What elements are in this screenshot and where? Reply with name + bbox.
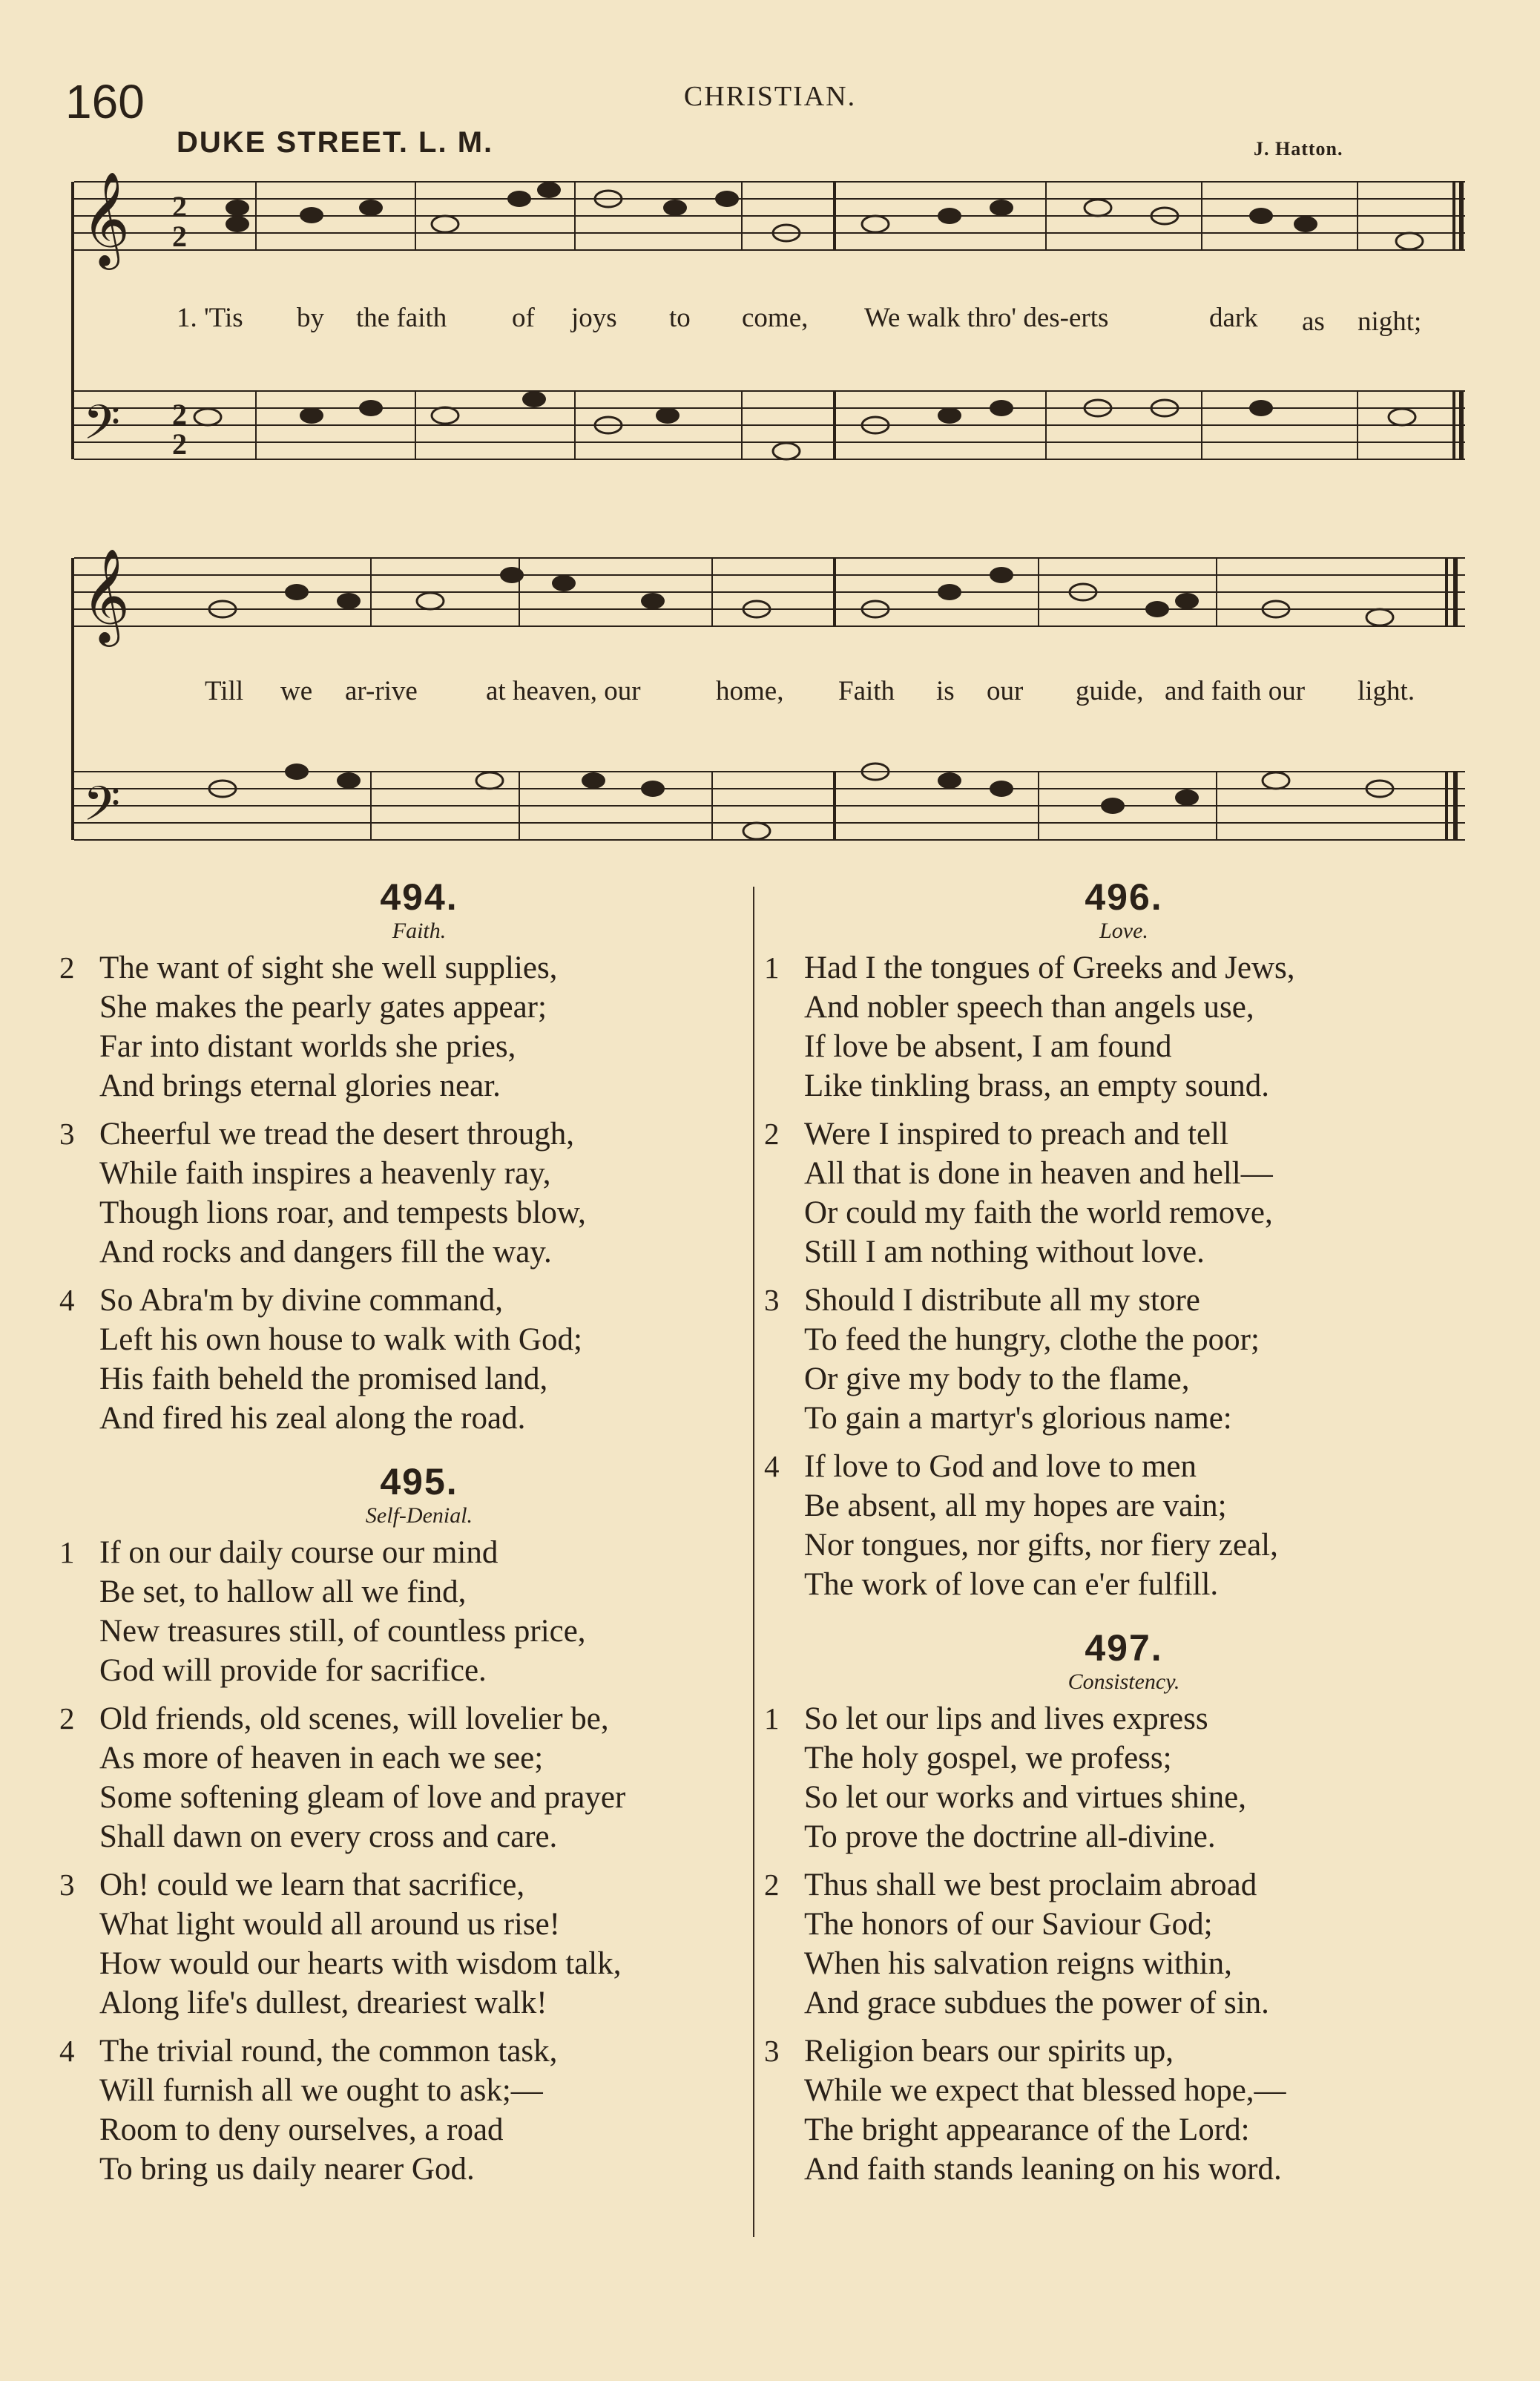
stanza-number: 3 [59,1868,75,1902]
lyric-1-1: 1. 'Tis [177,303,243,333]
lyric-2-5: home, [716,676,784,706]
stanza [52,1699,734,1856]
verse-line: If love be absent, I am found [804,1029,1172,1064]
verse-line: Far into distant worlds she pries, [99,1029,516,1064]
verse-line: Or could my faith the world remove, [804,1195,1273,1230]
verse-line: Room to deny ourselves, a road [99,2112,504,2147]
verse-line: And rocks and dangers fill the way. [99,1235,552,1270]
lyric-2-10: and faith our [1165,676,1306,706]
stanza [52,1114,734,1272]
lyric-1-10: as [1302,306,1325,337]
svg-text:2: 2 [172,427,187,461]
stanza-number: 2 [764,1117,780,1151]
verse-line: His faith beheld the promised land, [99,1362,548,1396]
hymn-title: Love. [1099,919,1148,943]
svg-text:𝄞: 𝄞 [82,548,131,643]
svg-text:2: 2 [172,220,187,253]
stanza [757,1865,1439,2023]
stanza-number: 1 [764,950,780,985]
verse-line: To bring us daily nearer God. [99,2152,475,2187]
verse-line: The holy gospel, we profess; [804,1741,1172,1776]
lyric-2-7: is [936,676,955,706]
right-column [757,876,1439,2198]
running-head: CHRISTIAN. [683,81,857,112]
verse-line: Along life's dullest, dreariest walk! [99,1986,547,2020]
verse-line: What light would all around us rise! [99,1907,560,1942]
stanza [52,1865,734,2023]
stanza-number: 4 [764,1449,780,1483]
verse-line: All that is done in heaven and hell— [804,1156,1273,1191]
verse-line: Shall dawn on every cross and care. [99,1819,558,1854]
stanza-number: 3 [764,2034,780,2068]
stanza [52,1533,734,1690]
verse-line: To prove the doctrine all-divine. [804,1819,1216,1854]
lyric-1-2: by [297,303,324,333]
verse-line: She makes the pearly gates appear; [99,990,547,1025]
lyric-1-5: joys [571,303,617,333]
verse-line: Were I inspired to preach and tell [804,1117,1229,1152]
lyric-2-4: at heaven, our [486,676,641,706]
svg-text:2: 2 [172,190,187,223]
verse-line: Still I am nothing without love. [804,1235,1205,1270]
verse-line: So let our lips and lives express [804,1701,1208,1736]
verse-line: And fired his zeal along the road. [99,1401,526,1436]
verse-line: Thus shall we best proclaim abroad [804,1868,1257,1902]
verse-line: How would our hearts with wisdom talk, [99,1946,622,1981]
verse-line: Cheerful we tread the desert through, [99,1117,574,1152]
lyric-1-6: to [669,303,691,333]
stanza [757,1281,1439,1438]
lyric-2-2: we [280,676,313,706]
verse-line: So Abra'm by divine command, [99,1283,503,1318]
verse-line: Though lions roar, and tempests blow, [99,1195,586,1230]
hymn-497 [757,1626,1439,2189]
verse-line: Be absent, all my hopes are vain; [804,1488,1227,1523]
lyric-1-4: of [512,303,535,333]
verse-line: The trivial round, the common task, [99,2034,558,2069]
lyric-2-3: ar-rive [345,676,418,706]
lyric-1-3: the faith [356,303,447,333]
hymn-title: Consistency. [1067,1669,1180,1694]
verse-line: New treasures still, of countless price, [99,1614,586,1649]
stanza [757,1114,1439,1272]
verse-line: And faith stands leaning on his word. [804,2152,1282,2187]
verse-line: And nobler speech than angels use, [804,990,1254,1025]
stanza [52,1281,734,1438]
verse-line: To gain a martyr's glorious name: [804,1401,1232,1436]
hymn-number: 494. [380,876,458,918]
verse-line: While faith inspires a heavenly ray, [99,1156,551,1191]
verse-line: When his salvation reigns within, [804,1946,1232,1981]
verse-line: Be set, to hallow all we find, [99,1574,467,1609]
stanza-number: 2 [59,1701,75,1735]
stanza-number: 1 [764,1701,780,1735]
verse-line: Religion bears our spirits up, [804,2034,1174,2069]
page-number: 160 [65,75,145,128]
stanza [757,2032,1439,2189]
lyric-1-8: We walk thro' des-erts [864,303,1109,333]
lyric-1-7: come, [742,303,809,333]
stanza-number: 4 [59,1283,75,1317]
hymn-number: 497. [1085,1627,1163,1669]
verse-line: Had I the tongues of Greeks and Jews, [804,950,1295,985]
verse-line: The bright appearance of the Lord: [804,2112,1250,2147]
composer: J. Hatton. [1254,138,1343,160]
stanza [757,948,1439,1106]
stanza [757,1699,1439,1856]
verse-line: And brings eternal glories near. [99,1068,501,1103]
lyric-2-11: light. [1358,676,1415,706]
svg-text:𝄢: 𝄢 [83,777,121,844]
verse-line: The work of love can e'er fulfill. [804,1567,1219,1602]
verse-line: Like tinkling brass, an empty sound. [804,1068,1270,1103]
lyric-1-9: dark [1209,303,1258,333]
hymn-496 [757,876,1439,1604]
verse-line: Nor tongues, nor gifts, nor fiery zeal, [804,1528,1278,1563]
hymn-number: 496. [1085,876,1163,918]
verse-line: Old friends, old scenes, will lovelier be, [99,1701,609,1736]
hymn-title: Self-Denial. [365,1503,473,1528]
verse-line: Oh! could we learn that sacrifice, [99,1868,525,1902]
half-notes-system-2 [209,584,1393,839]
stanza-number: 4 [59,2034,75,2068]
left-column [52,876,734,2198]
stanza-number: 1 [59,1535,75,1569]
stanza [757,1447,1439,1604]
stanza-number: 2 [59,950,75,985]
svg-text:𝄞: 𝄞 [82,171,131,266]
verse-line: The honors of our Saviour God; [804,1907,1213,1942]
verse-line: While we expect that blessed hope,— [804,2073,1286,2108]
hymn-title: Faith. [392,919,447,943]
verse-line: The want of sight she well supplies, [99,950,558,985]
verse-line: Or give my body to the flame, [804,1362,1190,1396]
verse-line: So let our works and virtues shine, [804,1780,1246,1815]
hymn-494 [52,876,734,1438]
verse-line: To feed the hungry, clothe the poor; [804,1322,1260,1357]
lyric-2-9: guide, [1076,676,1144,706]
column-divider [753,887,754,2237]
lyric-2-1: Till [205,676,244,706]
verse-line: Some softening gleam of love and prayer [99,1780,626,1815]
stanza [52,2032,734,2189]
stanza-number: 2 [764,1868,780,1902]
treble-staff-2 [74,558,1465,626]
tune-title: DUKE STREET. L. M. [177,126,494,159]
verse-line: God will provide for sacrifice. [99,1653,487,1688]
hymn-495 [52,1460,734,2189]
music-score [0,0,1540,861]
lyric-2-6: Faith [838,676,895,706]
stanza-number: 3 [764,1283,780,1317]
lyric-2-8: our [987,676,1024,706]
verse-line: If love to God and love to men [804,1449,1197,1484]
lyric-1-11: night; [1358,306,1422,337]
verse-line: And grace subdues the power of sin. [804,1986,1269,2020]
svg-text:𝄢: 𝄢 [83,395,121,462]
verse-line: As more of heaven in each we see; [99,1741,544,1776]
verse-line: Left his own house to walk with God; [99,1322,582,1357]
hymn-number: 495. [380,1461,458,1503]
svg-text:2: 2 [172,398,187,431]
verse-line: Will furnish all we ought to ask;— [99,2073,543,2108]
stanza-number: 3 [59,1117,75,1151]
verse-line: Should I distribute all my store [804,1283,1200,1318]
stanza [52,948,734,1106]
verse-line: If on our daily course our mind [99,1535,498,1570]
